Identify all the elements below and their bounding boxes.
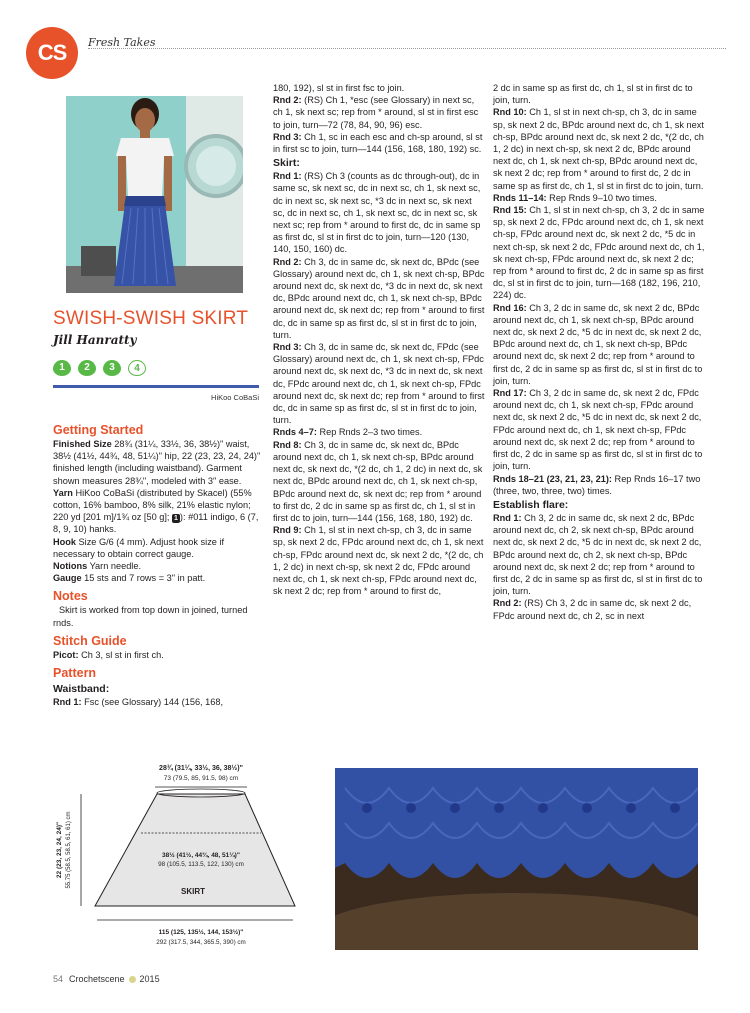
rnd-label: Rnd 10:	[493, 107, 527, 118]
column-1	[53, 418, 263, 708]
rnd-label: Rnds 11–14:	[493, 192, 547, 203]
pattern-title: SWISH-SWISH SKIRT	[53, 308, 249, 329]
skill-level-4-icon: 4	[128, 360, 146, 376]
picot-definition	[53, 649, 263, 661]
length-imperial-label: 22 (23, 23, 24, 24)"	[56, 821, 63, 879]
rnd-label: Rnd 1:	[493, 512, 522, 523]
section-title: Fresh Takes	[88, 36, 156, 49]
rnd-text: (RS) Ch 3, 2 dc in same dc, sk next 2 dc, FPdc around next dc, ch 2, sc in next	[493, 598, 692, 621]
waist-imperial-label: 28¾ (31¼, 33½, 36, 38½)"	[159, 765, 243, 772]
rnd-label: Rnd 3:	[273, 342, 302, 353]
rnd-text: Rep Rnds 9–10 two times.	[546, 192, 657, 203]
finished-size-text: 28¾ (31¼, 33½, 36, 38½)" waist, 38½ (41½, 44¾, 48, 51¼)" hip, 22 (23, 23, 24, 24)" finished length (including waistband). Garment shown measures 28¾", modeled with 3" ease.	[53, 439, 261, 486]
notes-text: Skirt is worked from top down in joined, turned rnds.	[53, 605, 248, 628]
waist-metric-label: 73 (79.5, 85, 91.5, 98) cm	[163, 775, 239, 782]
column-3	[493, 82, 705, 622]
gauge-label: Gauge	[53, 573, 82, 584]
rnd-text: Ch 1, sl st in next ch-sp, ch 3, dc in same sp, sk next 2 dc, FPdc around next dc, ch 1, sk next ch-sp, FPdc around next dc, sk next 2 dc, *(2 dc, ch 1, 2 dc) in next ch-sp, sk next 2 dc, FPdc around next dc, ch 1, sk next ch-sp, FPdc around next dc, sk next 2 dc; rep from * around to first dc,	[273, 525, 484, 597]
skirt-schematic	[53, 758, 323, 953]
rnd-text: Ch 3, 2 dc in same dc, sk next 2 dc, BPdc around next dc, ch 1, sk next ch-sp, BPdc around next dc, sk next 2 dc, *5 dc in next dc, sk next 2 dc, BPdc around next dc, ch 1, sk next ch-sp, BPdc around next dc, sk next 2 dc; rep from * around to first dc, 2 dc in same sp as first dc, sl st in first dc to join, turn.	[493, 302, 703, 386]
waistband-heading: Waistband:	[53, 683, 110, 696]
picot-label: Picot:	[53, 649, 79, 660]
skirt-rnds-4-7	[273, 426, 485, 438]
hem-metric-label: 292 (317.5, 344, 365.5, 390) cm	[156, 939, 246, 946]
skirt-label: SKIRT	[181, 887, 205, 896]
rnd-text: Ch 3, dc in same dc, sk next dc, FPdc (see Glossary) around next dc, ch 1, sk next ch-sp, FPdc around next dc, sk next dc, *3 dc in next dc, sk next dc, FPdc around next dc, ch 1, sk next ch-sp, FPdc around next dc, sk next dc; rep from * around to first dc, dc in same sp as first dc, sl st in first dc to join, turn.	[273, 342, 485, 426]
model-photo-illustration	[66, 96, 243, 293]
page-footer	[53, 974, 160, 984]
skirt-rnds-18-21	[493, 473, 705, 497]
model-photo	[66, 96, 243, 293]
rnd-label: Rnd 2:	[273, 95, 302, 106]
stitch-guide-heading: Stitch Guide	[53, 633, 127, 648]
gauge-spec	[53, 572, 263, 584]
hip-metric-label: 98 (105.5, 113.5, 122, 130) cm	[158, 861, 244, 868]
finished-size	[53, 438, 263, 487]
magazine-name: Crochetscene	[69, 974, 125, 984]
skirt-rnd-17	[493, 387, 705, 472]
notions-label: Notions	[53, 561, 88, 572]
skirt-rnd-8	[273, 439, 485, 524]
notes-heading: Notes	[53, 589, 88, 604]
rnd-label: Rnd 15:	[493, 205, 527, 216]
rnd-text: Ch 3, 2 dc in same dc, sk next 2 dc, BPdc around next dc, ch 2, sk next ch-sp, BPdc around next dc, sk next 2 dc, *5 dc in next dc, sk next 2 dc, BPdc around next dc, ch 2, sk next ch-sp, BPdc around next dc, sk next 2 dc; rep from * around to first dc, 2 dc in same sp as first dc, sl st in first dc to join, turn.	[493, 512, 703, 597]
yarn-label: Yarn	[53, 487, 73, 498]
waistband-rnd-2	[273, 94, 485, 131]
skirt-heading: Skirt:	[273, 157, 300, 170]
yarn-text-2: ): #011 indigo, 6 (7, 8, 9, 10) hanks.	[53, 512, 259, 535]
hook-text: Size G/6 (4 mm). Adjust hook size if necessary to obtain correct gauge.	[53, 536, 225, 559]
rnd-label: Rnd 1:	[53, 697, 82, 708]
rnd-text: Rep Rnds 2–3 two times.	[316, 427, 423, 438]
rnd-text: (RS) Ch 1, *esc (see Glossary) in next sc, ch 1, sk next sc; rep from * around, sl st in first esc to join, turn—72 (78, 84, 90, 96) esc.	[273, 95, 479, 130]
rnd-text: Ch 1, sl st in next ch-sp, ch 3, 2 dc in same sp, sk next 2 dc, FPdc around next dc, ch 1, sk next ch-sp, FPdc around next dc, sk next 2 dc, *5 dc in next ch-sp, sk next 2 dc, FPdc around next dc, ch 1, sk next ch-sp, FPdc around next dc, sk next 2 dc; rep from * around to first dc, 2 dc in same sp as first dc, sl st in first dc to join, turn—168 (182, 196, 210, 224) dc.	[493, 205, 705, 301]
waistband-rnd-1	[53, 696, 263, 708]
establish-flare-heading: Establish flare:	[493, 498, 569, 511]
rnd-text: Ch 1, sc in each esc and ch-sp around, sl st in first sc to join, turn—144 (156, 168, 180, 192) sc.	[273, 131, 483, 155]
column-2	[273, 82, 485, 597]
yarn-credit: HiKoo CoBaSi	[211, 393, 259, 402]
skill-level-3-icon: 3	[103, 360, 121, 376]
picot-text: Ch 3, sl st in first ch.	[78, 649, 164, 660]
notions-text: Yarn needle.	[87, 561, 142, 572]
magazine-badge: CS	[26, 27, 78, 79]
rnd-label: Rnd 9:	[273, 525, 302, 536]
rnd-text: Ch 1, sl st in next ch-sp, ch 3, dc in same sp, sk next 2 dc, BPdc around next dc, ch 1, sk next ch-sp, BPdc around next dc, sk next 2 dc, *(2 dc, ch 1, 2 dc) in next ch-sp, sk next 2 dc, BPdc around next dc, ch 1, sk next ch-sp, BPdc around next dc, sk next 2 dc; rep from * around to first dc, 2 dc in same sp as first dc, ch 1, sl st in first dc to join, turn.	[493, 107, 704, 191]
hook-label: Hook	[53, 536, 76, 547]
skirt-rnd-2	[273, 256, 485, 341]
title-divider	[53, 385, 259, 388]
footer-dot-icon	[129, 976, 136, 983]
rnd-label: Rnds 18–21 (23, 21, 23, 21):	[493, 473, 612, 484]
hem-detail-photo	[335, 768, 698, 950]
skirt-rnd-15	[493, 204, 705, 302]
notions-spec	[53, 560, 263, 572]
yarn-weight-icon: 1	[174, 515, 178, 523]
rnd-text: Ch 3, dc in same dc, sk next dc, BPdc (see Glossary) around next dc, ch 1, sk next ch-sp, BPdc around next dc, sk next dc, *3 dc in next dc, sk next dc, BPdc around next dc, ch 1, sk next ch-sp, BPdc around next dc, sk next dc; rep from * around to first dc, dc in same sp as first dc, sl st in first dc to join, turn.	[273, 256, 485, 340]
skirt-rnd-9	[273, 524, 485, 597]
header-divider	[88, 48, 726, 49]
skirt-rnd-3	[273, 341, 485, 426]
skirt-rnd-10	[493, 106, 705, 191]
rnd-label: Rnd 17:	[493, 388, 527, 399]
rnd-label: Rnd 8:	[273, 439, 302, 450]
waistband-rnd-1-cont: 180, 192), sl st in first fsc to join.	[273, 83, 405, 93]
skirt-rnds-11-14	[493, 192, 705, 204]
gauge-text: 15 sts and 7 rows = 3" in patt.	[81, 573, 206, 584]
skill-level-1-icon: 1	[53, 360, 71, 376]
rnd-text: Fsc (see Glossary) 144 (156, 168,	[81, 697, 224, 708]
rnd-label: Rnd 3:	[273, 131, 302, 142]
rnd-label: Rnd 1:	[273, 171, 302, 182]
yarn-spec	[53, 487, 263, 536]
rnd-text: (RS) Ch 3 (counts as dc through-out), dc in same sc, sk next sc, dc in next sc, ch 1, sk next sc, dc in next sc, sk next sc, *3 dc in next sc, sk next sc, dc in next sc, ch 1, sk next sc, dc in next sc, sk next sc; rep from * around to first dc, dc in same sp as first dc, sl st in first dc to join, turn—120 (130, 140, 150, 160) dc.	[273, 171, 481, 255]
waistband-rnd-3	[273, 131, 485, 155]
hip-imperial-label: 38½ (41½, 44¾, 48, 51¼)"	[162, 852, 240, 859]
finished-size-label: Finished Size	[53, 439, 112, 449]
skirt-rnd-16	[493, 302, 705, 387]
length-metric-label: 55.75 (58.5, 58.5, 61, 61) cm	[66, 811, 72, 889]
hem-imperial-label: 115 (125, 135½, 144, 153½)"	[158, 929, 244, 936]
rnd-text: Rep Rnds 16–17 two (three, two, three, two) times.	[493, 473, 701, 496]
rnd-label: Rnd 2:	[273, 256, 302, 267]
yarn-text: HiKoo CoBaSi (distributed by Skacel) (55% cotton, 16% bamboo, 8% silk, 21% elastic nylon; 220 yd [201 m]/1¾ oz [50 g];	[53, 487, 252, 523]
rnd-label: Rnd 2:	[493, 598, 522, 609]
skill-level-2-icon: 2	[78, 360, 96, 376]
skirt-rnd-1	[273, 170, 485, 255]
hem-detail-illustration	[335, 768, 698, 950]
rnd-label: Rnds 4–7:	[273, 427, 317, 438]
skirt-schematic-drawing	[53, 758, 323, 953]
rnd-text: Ch 3, 2 dc in same dc, sk next 2 dc, FPdc around next dc, ch 1, sk next ch-sp, FPdc around next dc, sk next 2 dc, *5 dc in next dc, sk next 2 dc, FPdc around next dc, ch 1, sk next ch-sp, FPdc around next dc, sk next 2 dc; rep from * around to first dc, 2 dc in same sp as first dc, sl st in first dc to join, turn.	[493, 388, 703, 472]
flare-rnd-2	[493, 597, 705, 621]
pattern-heading: Pattern	[53, 666, 97, 681]
skirt-rnd-9-cont: 2 dc in same sp as first dc, ch 1, sl st in first dc to join, turn.	[493, 83, 693, 106]
page-number: 54	[53, 974, 64, 984]
pattern-author: Jill Hanratty	[53, 333, 137, 347]
rnd-text: Ch 3, dc in same dc, sk next dc, BPdc around next dc, ch 1, sk next ch-sp, BPdc around next dc, sk next dc, *(2 dc, ch 1, 2 dc) in next dc, sk next dc, BPdc around next dc, ch 1, sk next ch-sp, BPdc around next dc, sk next dc; rep from * around to first dc, 2 dc in same sp as first dc, ch 1, sl st in first dc to join, turn—144 (156, 168, 180, 192) dc.	[273, 439, 483, 523]
rnd-label: Rnd 16:	[493, 302, 527, 313]
flare-rnd-1	[493, 512, 705, 597]
hook-spec	[53, 536, 263, 560]
getting-started-heading: Getting Started	[53, 423, 144, 437]
issue-year: 2015	[139, 974, 160, 984]
